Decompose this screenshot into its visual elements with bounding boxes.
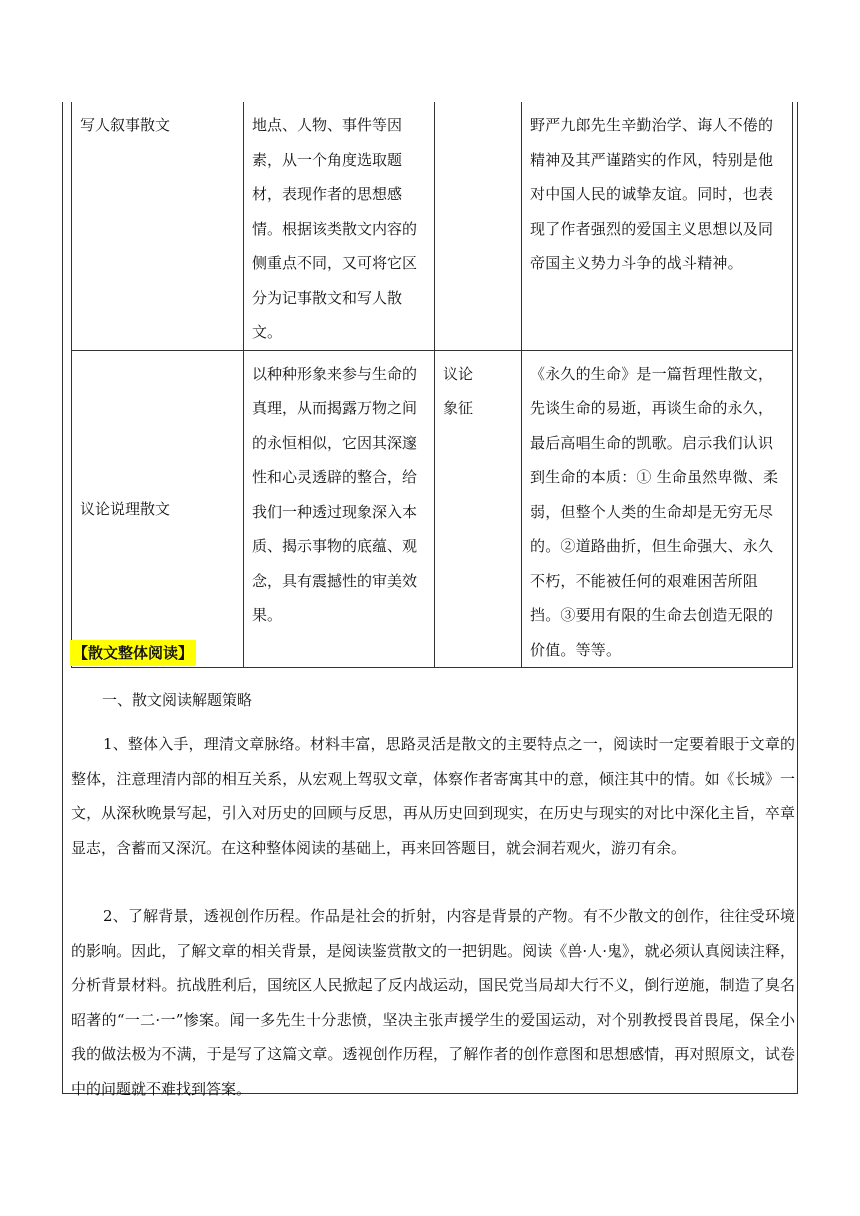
description-cell [244, 350, 435, 668]
table-row [72, 350, 793, 668]
genre-label: 写人叙事散文 [80, 116, 171, 134]
example-cell [522, 102, 793, 350]
genre-label: 议论说理散文 [80, 499, 171, 518]
table-row [72, 102, 793, 350]
genre-cell [72, 350, 244, 668]
example-text: 《永久的生命》是一篇哲理性散文，先谈生命的易逝，再谈生命的永久，最后高唱生命的凯歌。启示我们认识到生命的本质：① 生命虽然卑微、柔弱，但整个人类的生命却是无穷无尽的。②道路曲折，但生命强大、永久不朽，不能被任何的艰难困苦所阻挡。③要用有限的生命去创造无限的价值。等等。 [530, 364, 779, 659]
genre-cell [72, 102, 244, 350]
technique-item: 议论 [443, 364, 474, 383]
technique-cell [435, 350, 522, 668]
technique-text [435, 102, 521, 108]
example-text: 野严九郎先生辛勤治学、诲人不倦的精神及其严谨踏实的作风，特别是他对中国人民的诚挚友谊。同时，也表现了作者强烈的爱国主义思想以及同帝国主义势力斗争的战斗精神。 [530, 116, 774, 272]
example-cell [522, 350, 793, 668]
description-text: 以种种形象来参与生命的真理，从而揭露万物之间的永恒相似，它因其深邃性和心灵透辟的整合，给我们一种透过现象深入本质、揭示事物的底蕴、观念，具有震撼性的审美效果。 [252, 364, 418, 624]
description-text: 地点、人物、事件等因素，从一个角度选取题材，表现作者的思想感情。根据该类散文内容的侧重点不同，又可将它区分为记事散文和写人散文。 [252, 116, 418, 341]
prose-genre-table [71, 102, 793, 668]
paragraph: 1、整体入手，理清文章脉络。材料丰富，思路灵活是散文的主要特点之一，阅读时一定要着眼于文章的整体，注意理清内部的相互关系，从宏观上驾驭文章，体察作者寄寓其中的意，倾注其中的情。如《长城》一文，从深秋晚景写起，引入对历史的回顾与反思，再从历史回到现实，在历史与现实的对比中深化主旨，卒章显志，含蓄而又深沉。在这种整体阅读的基础上，再来回答题目，就会洞若观火，游刃有余。 [71, 735, 795, 857]
technique-cell [435, 102, 522, 350]
section-heading: 【散文整体阅读】 [70, 640, 196, 666]
paragraph: 2、了解背景，透视创作历程。作品是社会的折射，内容是背景的产物。有不少散文的创作，往往受环境的影响。因此，了解文章的相关背景，是阅读鉴赏散文的一把钥匙。阅读《兽·人·鬼》，就必须认真阅读注释，分析背景材料。抗战胜利后，国统区人民掀起了反内战运动，国民党当局却大行不义，倒行逆施，制造了臭名昭著的“一二·一”惨案。闻一多先生十分悲愤，坚决主张声援学生的爱国运动，对个别教授畏首畏尾，保全小我的做法极为不满，于是写了这篇文章。透视创作历程，了解作者的创作意图和思想感情，再对照原文，试卷中的问题就不难找到答案。 [71, 907, 795, 1098]
technique-item: 象征 [443, 399, 474, 417]
description-cell [244, 102, 435, 350]
sub-heading: 一、散文阅读解题策略 [102, 691, 253, 709]
